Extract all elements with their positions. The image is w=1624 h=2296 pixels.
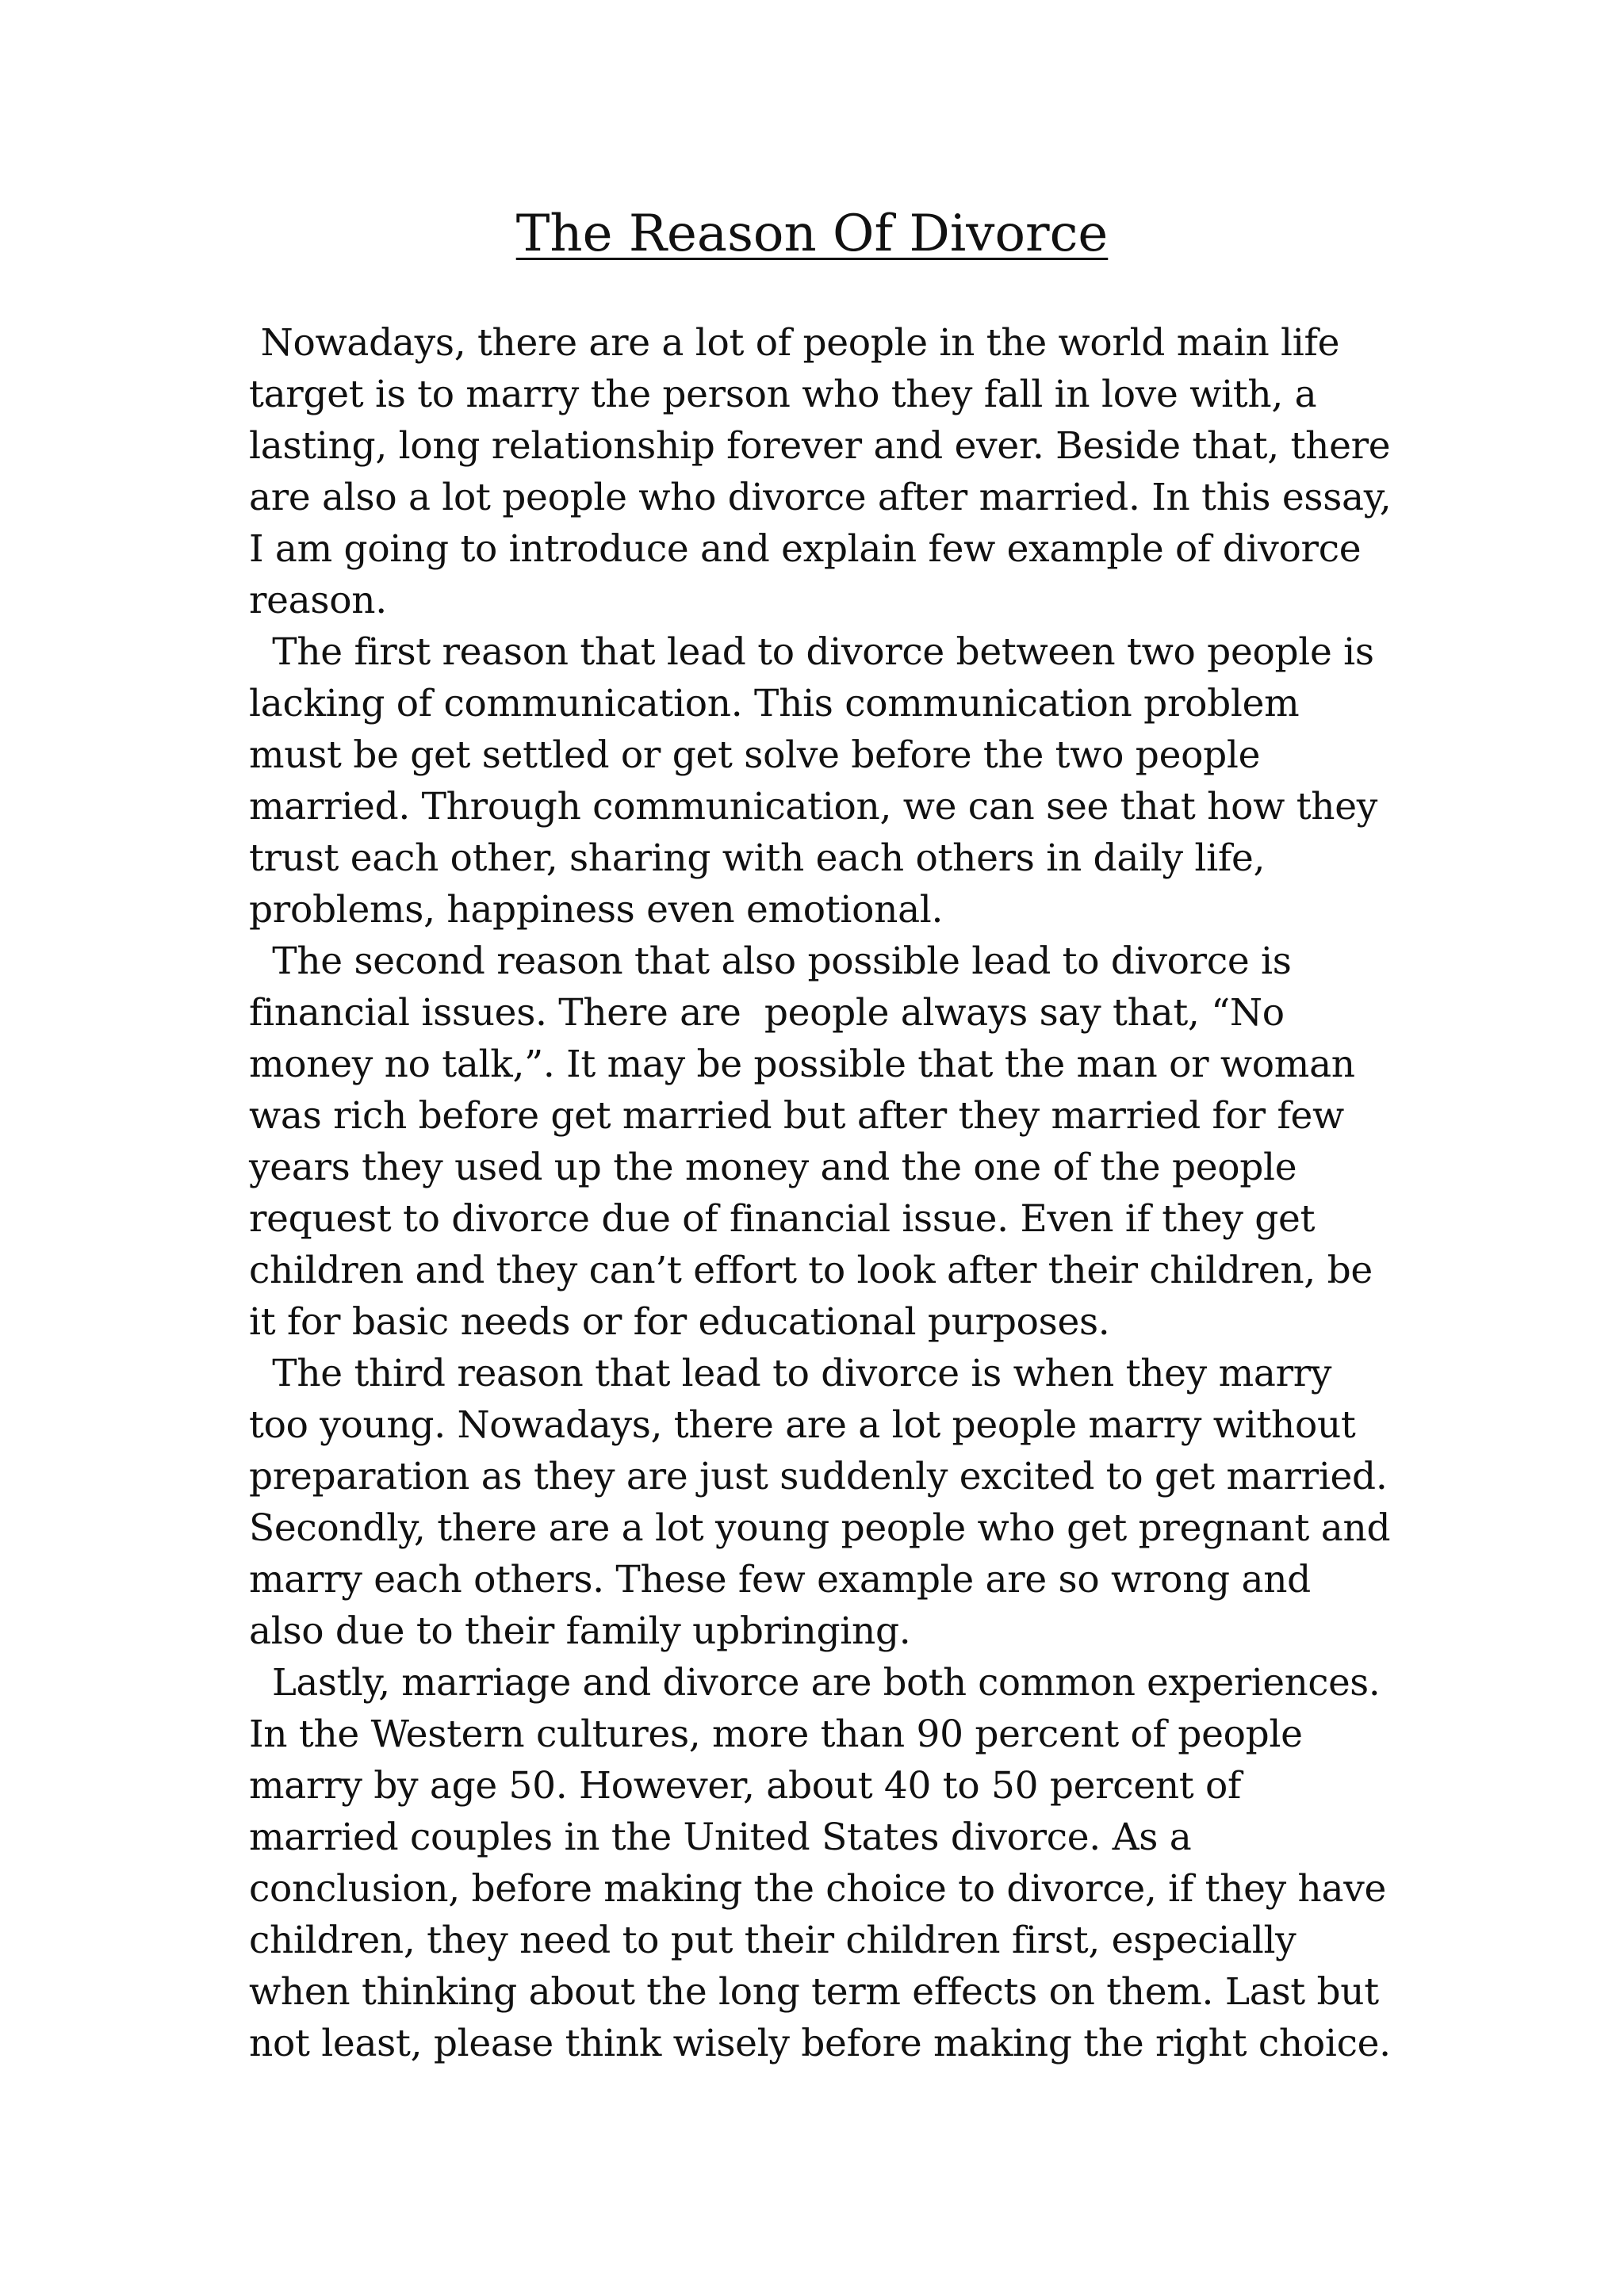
essay-line: marry each others. These few example are so wrong and <box>249 1558 1311 1601</box>
essay-line: Secondly, there are a lot young people who get pregnant and <box>249 1506 1391 1550</box>
essay-line: Lastly, marriage and divorce are both common experiences. <box>249 1661 1381 1704</box>
essay-line: it for basic needs or for educational purposes. <box>249 1300 1110 1344</box>
essay-line: The first reason that lead to divorce between two people is <box>249 630 1374 674</box>
document-title <box>0 202 1624 266</box>
essay-line: children and they can’t effort to look after their children, be <box>249 1249 1373 1292</box>
essay-line: target is to marry the person who they fall in love with, a <box>249 373 1317 416</box>
essay-line: In the Western cultures, more than 90 percent of people <box>249 1712 1303 1756</box>
essay-line: married. Through communication, we can see that how they <box>249 785 1378 828</box>
essay-line: was rich before get married but after they married for few <box>249 1094 1344 1138</box>
essay-line: request to divorce due of financial issue. Even if they get <box>249 1197 1316 1241</box>
essay-line: are also a lot people who divorce after married. In this essay, <box>249 476 1392 519</box>
essay-line: The third reason that lead to divorce is when they marry <box>249 1352 1332 1395</box>
essay-line: lasting, long relationship forever and ever. Beside that, there <box>249 424 1391 468</box>
essay-line: marry by age 50. However, about 40 to 50 percent of <box>249 1764 1242 1808</box>
essay-line: The second reason that also possible lead to divorce is <box>249 939 1292 983</box>
essay-line: money no talk,”. It may be possible that the man or woman <box>249 1043 1355 1086</box>
essay-line: Nowadays, there are a lot of people in the world main life <box>249 321 1340 365</box>
essay-line: children, they need to put their children first, especially <box>249 1919 1297 1962</box>
essay-line: when thinking about the long term effects on them. Last but <box>249 1970 1379 2014</box>
essay-body <box>249 317 1391 2069</box>
essay-line: trust each other, sharing with each others in daily life, <box>249 836 1266 880</box>
essay-line: financial issues. There are people always say that, “No <box>249 991 1285 1035</box>
essay-line: too young. Nowadays, there are a lot people marry without <box>249 1403 1356 1447</box>
essay-line: problems, happiness even emotional. <box>249 888 944 932</box>
essay-line: preparation as they are just suddenly excited to get married. <box>249 1455 1388 1498</box>
essay-line: conclusion, before making the choice to divorce, if they have <box>249 1867 1386 1911</box>
essay-line: years they used up the money and the one of the people <box>249 1146 1297 1189</box>
essay-line: reason. <box>249 579 387 622</box>
essay-line: not least, please think wisely before making the right choice. <box>249 2022 1391 2065</box>
essay-line: married couples in the United States divorce. As a <box>249 1816 1192 1859</box>
essay-line: lacking of communication. This communication problem <box>249 682 1300 725</box>
essay-line: I am going to introduce and explain few example of divorce <box>249 527 1362 571</box>
document-title-text: The Reason Of Divorce <box>515 205 1109 263</box>
essay-line: must be get settled or get solve before the two people <box>249 733 1261 777</box>
essay-line: also due to their family upbringing. <box>249 1609 911 1653</box>
